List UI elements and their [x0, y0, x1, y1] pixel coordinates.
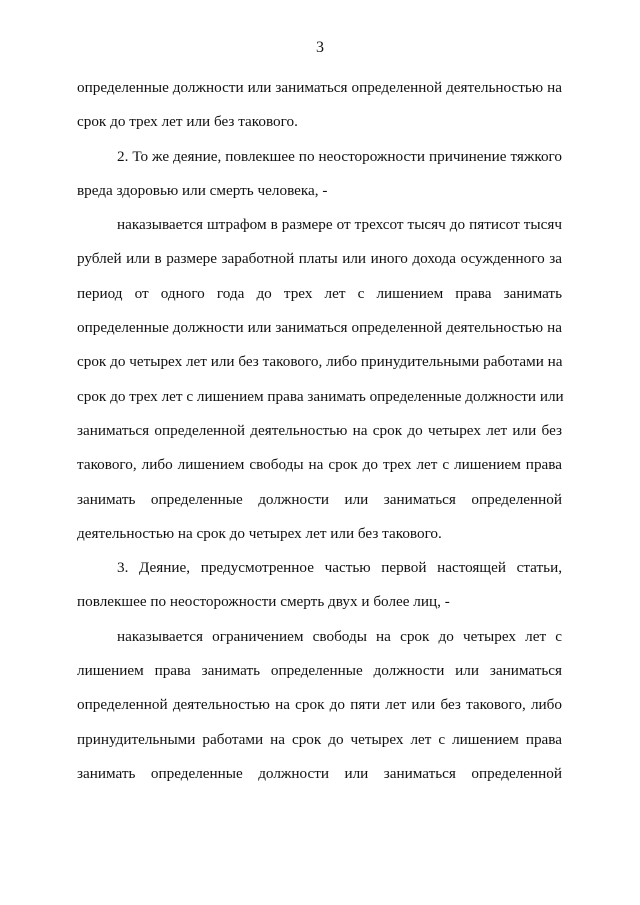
document-body	[77, 71, 562, 791]
text-line: 3. Деяние, предусмотренное частью первой настоящей статьи,	[117, 559, 562, 577]
text-line: 2. То же деяние, повлекшее по неосторожности причинение тяжкого	[117, 147, 562, 165]
text-line: период от одного года до трех лет с лишением права занимать	[77, 284, 562, 302]
text-line: наказывается штрафом в размере от трехсот тысяч до пятисот тысяч	[117, 216, 562, 234]
text-line: срок до четырех лет или без такового, либо принудительными работами на	[77, 353, 563, 371]
text-line: повлекшее по неосторожности смерть двух и более лиц, -	[77, 593, 450, 611]
text-line: принудительными работами на срок до четырех лет с лишением права	[77, 730, 562, 748]
text-line: наказывается ограничением свободы на срок до четырех лет с	[117, 627, 562, 645]
text-line: вреда здоровью или смерть человека, -	[77, 181, 328, 199]
text-line: срок до трех лет или без такового.	[77, 113, 298, 131]
text-line: заниматься определенной деятельностью на срок до четырех лет или без	[77, 421, 562, 439]
text-line: такового, либо лишением свободы на срок до трех лет с лишением права	[77, 456, 562, 474]
text-line: занимать определенные должности или заниматься определенной	[77, 764, 562, 782]
page-number: 3	[316, 39, 324, 56]
text-line: лишением права занимать определенные должности или заниматься	[77, 662, 562, 680]
text-line: рублей или в размере заработной платы или иного дохода осужденного за	[77, 250, 562, 268]
text-line: деятельностью на срок до четырех лет или без такового.	[77, 524, 442, 542]
text-line: занимать определенные должности или заниматься определенной	[77, 490, 562, 508]
text-line: срок до трех лет с лишением права занимать определенные должности или	[77, 387, 564, 405]
text-line: определенные должности или заниматься определенной деятельностью на	[77, 79, 562, 96]
text-line: определенные должности или заниматься определенной деятельностью на	[77, 319, 562, 337]
text-line: определенной деятельностью на срок до пяти лет или без такового, либо	[77, 696, 562, 714]
